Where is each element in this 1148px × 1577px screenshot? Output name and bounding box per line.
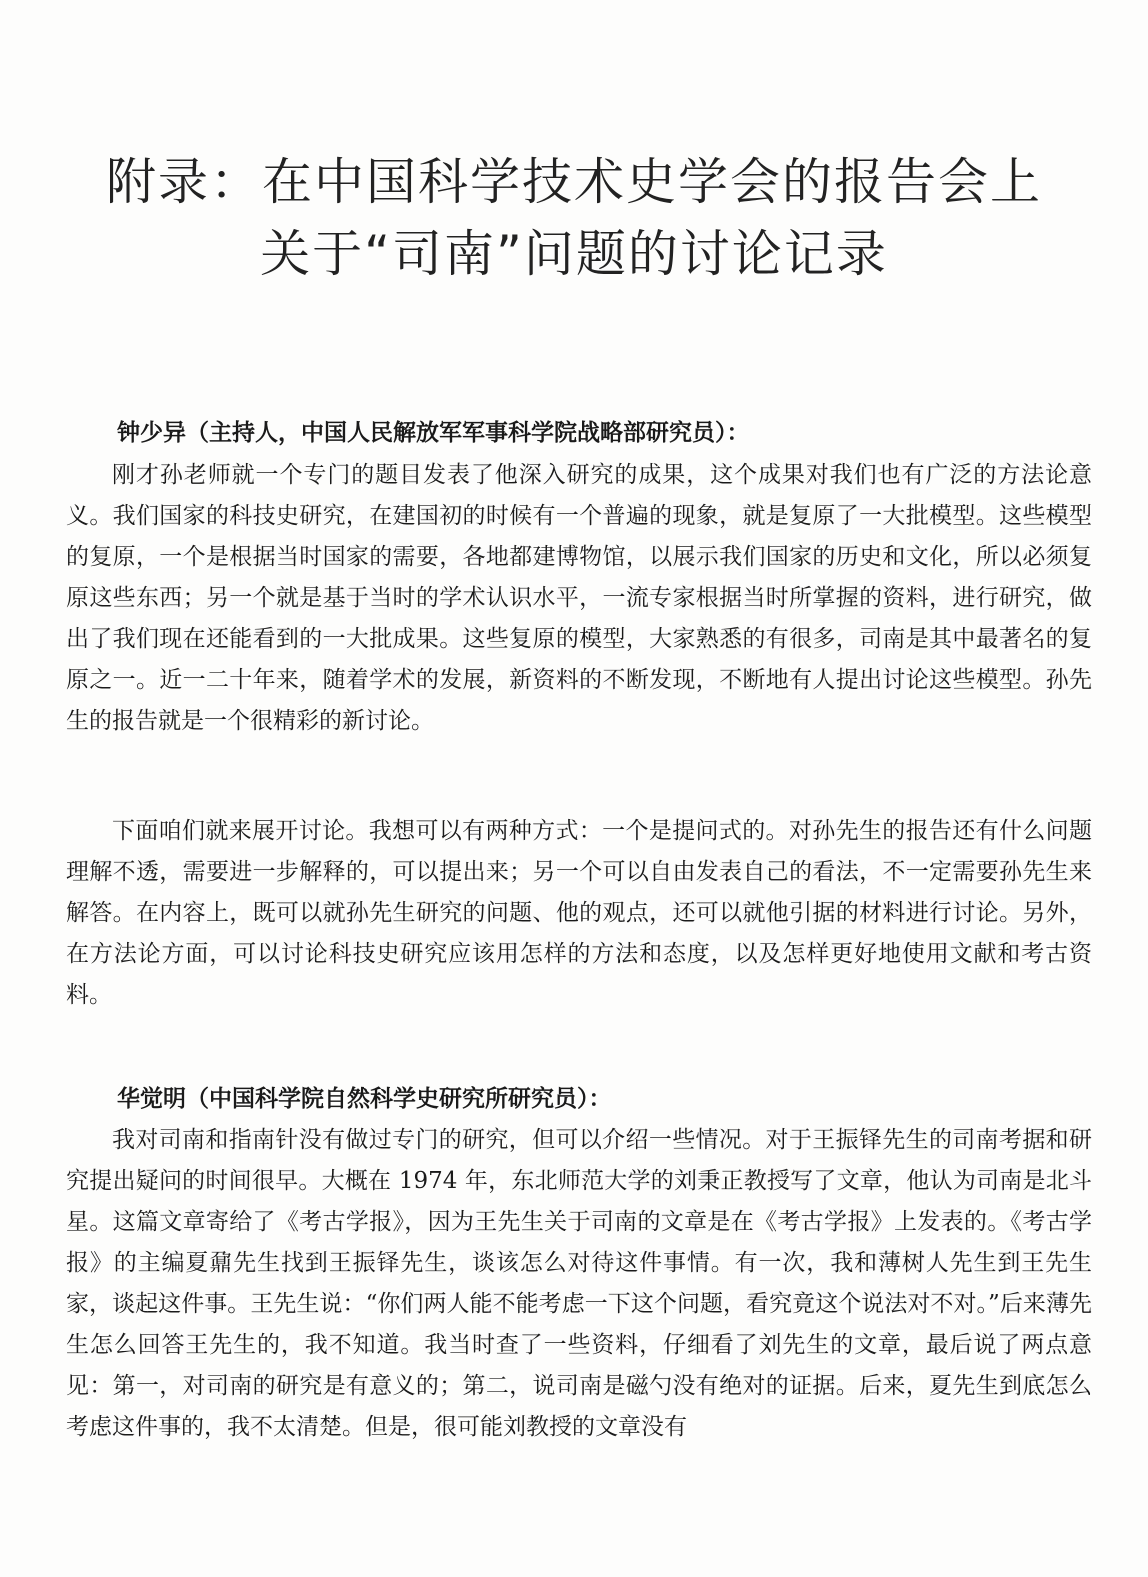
title-line-1: 附录：在中国科学技术史学会的报告会上 [106,153,1042,211]
paragraph: 刚才孙老师就一个专门的题目发表了他深入研究的成果，这个成果对我们也有广泛的方法论意义。我们国家的科技史研究，在建国初的时候有一个普遍的现象，就是复原了一大批模型。这些模型的复原，一个是根据当时国家的需要，各地都建博物馆，以展示我们国家的历史和文化，所以必须复原这些东西；另一个就是基于当时的学术认识水平，一流专家根据当时所掌握的资料，进行研究，做出了我们现在还能看到的一大批成果。这些复原的模型，大家熟悉的有很多，司南是其中最著名的复原之一。近一二十年来，随着学术的发展，新资料的不断发现，不断地有人提出讨论这些模型。孙先生的报告就是一个很精彩的新讨论。 [66,462,1092,734]
title-line-2: 关于“司南”问题的讨论记录 [260,225,888,283]
speaker-name: 钟少异（主持人，中国人民解放军军事科学院战略部研究员）： [117,419,750,446]
paragraph: 我对司南和指南针没有做过专门的研究，但可以介绍一些情况。对于王振铎先生的司南考据和研究提出疑问的时间很早。大概在 1974 年，东北师范大学的刘秉正教授写了文章，他认为司南是北斗星。这篇文章寄给了《考古学报》，因为王先生关于司南的文章是在《考古学报》上发表的。《考古学报》的主编夏鼐先生找到王振铎先生，谈该怎么对待这件事情。有一次，我和薄树人先生到王先生家，谈起这件事。王先生说：“你们两人能不能考虑一下这个问题，看究竟这个说法对不对。”后来薄先生怎么回答王先生的，我不知道。我当时查了一些资料，仔细看了刘先生的文章，最后说了两点意见：第一，对司南的研究是有意义的；第二，说司南是磁勺没有绝对的证据。后来，夏先生到底怎么考虑这件事的，我不太清楚。但是，很可能刘教授的文章没有 [66,1127,1092,1440]
paragraph: 下面咱们就来展开讨论。我想可以有两种方式：一个是提问式的。对孙先生的报告还有什么问题理解不透，需要进一步解释的，可以提出来；另一个可以自由发表自己的看法，不一定需要孙先生来解答。在内容上，既可以就孙先生研究的问题、他的观点，还可以就他引据的材料进行讨论。另外，在方法论方面，可以讨论科技史研究应该用怎样的方法和态度，以及怎样更好地使用文献和考古资料。 [66,818,1092,1008]
speaker-name: 华觉明（中国科学院自然科学史研究所研究员）： [117,1085,612,1112]
